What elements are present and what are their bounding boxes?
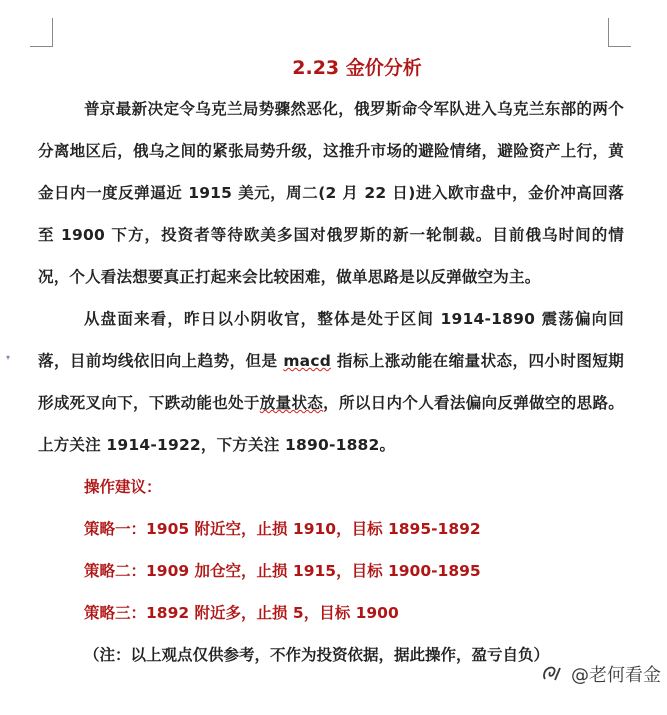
zhihu-logo-icon: [541, 664, 565, 684]
paragraph-technical-part1: 从盘面来看，昨日以小阴收官，整体是处于区间 1914-1890 震荡偏向回落，目前均线依旧向上趋势，但是: [38, 310, 624, 370]
paragraph-marker-icon: ▾: [6, 353, 11, 362]
strategy-3: 策略三：1892 附近多，止损 5，目标 1900: [84, 604, 399, 622]
watermark-text: @老何看金: [571, 665, 661, 686]
paragraph-technical-part3: ，所以日内个人看法偏向反弹做空的思路。上方关注 1914-1922，下方关注 1890-1882。: [38, 394, 624, 454]
document-body: [38, 52, 624, 676]
paragraph-news: 普京最新决定令乌克兰局势骤然恶化，俄罗斯命令军队进入乌克兰东部的两个分离地区后，俄乌之间的紧张局势升级，这推升市场的避险情绪，避险资产上行，黄金日内一度反弹逼近 1915 美元，周二(2 月 22 日)进入欧市盘中，金价冲高回落至 1900 下方，投资者等待欧美多国对俄罗斯的新一轮制裁。目前俄乌时间的情况，个人看法想要真正打起来会比较困难，做单思路是以反弹做空为主。: [38, 100, 624, 286]
paragraph-technical-part2: 指标上涨动能在缩量状态，四小时图短期形成死叉向下，下跌动能也处于: [38, 352, 624, 412]
page-title: 2.23 金价分析: [292, 57, 422, 79]
spellcheck-word-volume: 放量状态: [259, 394, 324, 412]
watermark: [541, 661, 661, 687]
strategy-1: 策略一：1905 附近空，止损 1910，目标 1895-1892: [84, 520, 481, 538]
page-corner-mark-top-right: [608, 18, 631, 47]
spellcheck-word-macd: macd: [283, 352, 332, 370]
paragraph-technical: [38, 298, 624, 466]
page-corner-mark-top-left: [30, 18, 53, 47]
disclaimer-note: （注：以上观点仅供参考，不作为投资依据，据此操作，盈亏自负）: [84, 646, 550, 664]
strategy-2: 策略二：1909 加仓空，止损 1915，目标 1900-1895: [84, 562, 481, 580]
advice-heading: 操作建议：: [84, 478, 162, 496]
